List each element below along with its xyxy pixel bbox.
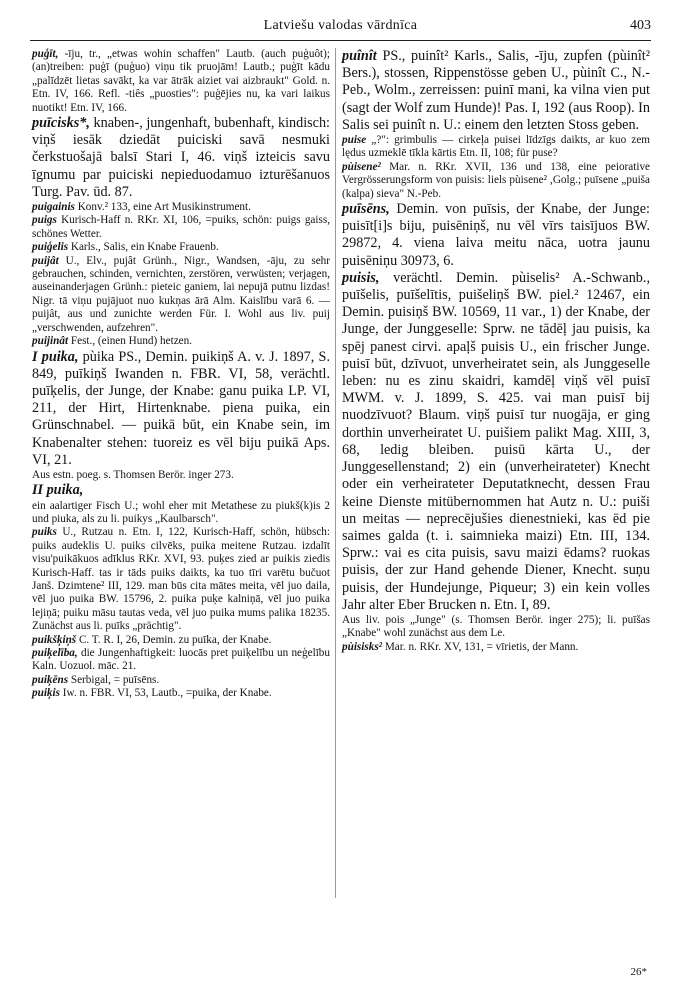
- entry-headword: puisis,: [342, 269, 380, 286]
- entry-headword: puiķēns: [32, 673, 69, 686]
- dictionary-entry: [32, 469, 330, 482]
- entry-definition: pùika PS., Demin. puikiņš A. v. J. 1897, S. 849, puīkiņš Iwanden n. FBR. VI, 58, verächtl. puīķelis, der Junge, der Knabe: ganu puika LP. VI, 211, der Hirt, Hirtenknabe. piena puika, ein Grünschnabel. — puikā būt, ein Knabe sein, im Knabenalter stehen: tuoreiz es vēl biju puikā Aps. VI, 21.: [32, 348, 330, 468]
- entry-headword: puiģelis: [32, 241, 69, 254]
- dictionary-entry: [32, 214, 330, 241]
- dictionary-entry: [32, 201, 330, 214]
- dictionary-entry: [32, 482, 330, 499]
- entry-definition: Kurisch-Haff n. RKr. XI, 106, =puiks, schön: puigs gaiss, schönes Wetter.: [32, 214, 330, 240]
- entry-definition: Serbigal, = puīsēns.: [68, 673, 160, 686]
- entry-definition: ein aalartiger Fisch U.; wohl eher mit Metathese zu piukš(k)is 2 und piuka, als zu li. puikys „Kaulbarsch".: [32, 499, 330, 525]
- dictionary-entry: [32, 634, 330, 647]
- entry-headword: pùisene²: [342, 160, 381, 173]
- entry-definition: Fest., (einen Hund) hetzen.: [68, 335, 193, 348]
- entry-definition: „?": grimbulis — cirkeļa puisei līdzīgs daikts, ar kuo zem lędus uzmeklē tīkla kārtis Etn. II, 108; für puse?: [342, 134, 650, 160]
- entry-definition: Aus liv. pois „Junge" (s. Thomsen Berör. inger 275); li. puīšas „Knabe" wohl zunächst aus dem Le.: [342, 613, 650, 640]
- entry-headword: puînît: [342, 48, 377, 64]
- dictionary-entry: [342, 161, 650, 201]
- entry-definition: U., Rutzau n. Etn. I, 122, Kurisch-Haff, schön, hübsch: puiks audeklis U. puiks cilvēks, puika meitene Rutzau. izdalīt visu'puikākuos adīklus RKr. XVI, 93. puķes zied ar puikis ziedis Kurisch-Haff. tas ir tāds puiks daikts, ka tuo tīri varētu bučuot Janš. Dzimtene² III, 129. man būs cita mātes meita, vēl juo daila, vēl juo puika BW. 15796, 2. puika puķe kalniņā, vēl juo puika lejiņā; puiku māsu tautas veda, vēl juo puika mums palika 18235. Zunächst aus li. puīks „prächtig".: [32, 526, 330, 633]
- entry-headword: puīcisks*,: [32, 115, 90, 132]
- entry-definition: Mar. n. RKr. XVII, 136 und 138, eine peiorative Vergrösserungsform von puisis: liels pùisene² ,Golg.; puīsene „puiša (kalpa) sieva" N.-Peb.: [342, 160, 650, 200]
- entry-headword: puigainis: [32, 201, 75, 214]
- entry-definition: PS., puinît² Karls., Salis, -īju, zupfen (pùinît² Bers.), stossen, Rippenstösse geben U., pùinît C., N.-Peb., Wolm., zerreissen: puinī mani, ka vilna vien put (sagt der Wolf zum Hunde)! Pas. I, 192 (aus Roop). In Salis sei puinît n. U.: einem den letzten Stoss geben.: [342, 48, 650, 133]
- dictionary-entry: [32, 674, 330, 687]
- left-column: [32, 48, 330, 701]
- entry-definition: Mar. n. RKr. XV, 131, = vīrietis, der Mann.: [382, 640, 579, 653]
- entry-headword: II puika,: [32, 482, 84, 499]
- entry-headword: puise: [342, 134, 367, 147]
- right-column: [342, 48, 650, 654]
- entry-headword: puiks: [32, 526, 57, 539]
- column-divider: [335, 48, 336, 898]
- dictionary-entry: [342, 614, 650, 641]
- entry-definition: Karls., Salis, ein Knabe Frauenb.: [68, 241, 219, 254]
- dictionary-entry: [32, 115, 330, 201]
- entry-definition: knaben-, jungenhaft, bubenhaft, kindisch: viņš iesāk dziedāt puiciski savā nesmuki čerkstuošajā balsī Stari I, 46. viņš izteicis savu īgnumu par puiciski nepieduodamuo izturēšanuos Turg. Pav. ūd. 87.: [32, 115, 330, 200]
- entry-definition: C. T. R. I, 26, Demin. zu puīka, der Knabe.: [76, 633, 272, 646]
- entry-definition: Demin. von puīsis, der Knabe, der Junge: puisīt[i]s biju, puisēniņš, nu vēl vīrs taisījuos BW. 29872, 4. viena laiva meitu nāca, uotra jaunu puisēniņu 30973, 6.: [342, 201, 650, 269]
- dictionary-entry: [32, 647, 330, 674]
- dictionary-entry: [32, 687, 330, 700]
- dictionary-entry: [342, 270, 650, 614]
- dictionary-entry: [342, 641, 650, 654]
- entry-definition: Aus estn. poeg. s. Thomsen Berör. inger 273.: [32, 468, 234, 481]
- entry-definition: U., Elv., pujât Grünh., Nigr., Wandsen, -āju, zu sehr gebrauchen, schinden, vernichten, zerstören, verwüsten; verjagen, auseinanderjagen Grünh.: pieteic ganiem, lai nepujā putnu lizdas! Nigr. tā viņu pujājuot nuo kukņas ārā Alm. Kaislību varā 6. — puijât, aus und zunichte werden Für. I. Wohl aus liv. puij „verschwenden, aufzehren".: [32, 254, 330, 334]
- dictionary-entry: [32, 526, 330, 633]
- dictionary-entry: [342, 134, 650, 161]
- page-number: 403: [630, 18, 651, 33]
- entry-headword: puīsēns,: [342, 201, 390, 218]
- dictionary-entry: [32, 48, 330, 115]
- entry-headword: puigs: [32, 214, 57, 227]
- entry-headword: puiķis: [32, 687, 60, 700]
- dictionary-entry: [32, 241, 330, 254]
- entry-headword: puikšķiņš: [32, 633, 77, 646]
- entry-headword: I puika,: [32, 348, 79, 365]
- page-header: [30, 16, 651, 41]
- printer-signature: 26*: [630, 966, 647, 978]
- entry-headword: puģīt,: [32, 48, 59, 60]
- dictionary-entry: [32, 255, 330, 335]
- dictionary-entry: [32, 500, 330, 527]
- entry-headword: puijât: [32, 254, 59, 267]
- entry-headword: puijinât: [32, 335, 69, 348]
- dictionary-entry: [32, 349, 330, 469]
- entry-definition: verächtl. Demin. pùiselis² A.-Schwanb., puīšelis, puīšelītis, puišeliņš BW. piel.² 12467, ein Demin. puisiņš BW. 10569, 11 var., 1) der Knabe, der Junge, der Junggeselle: Sprw. ne tādēļ jau puisis, ka spēj panest cirvi. apaļš puisis U., ein frischer Junge. puisī būt, dzīvuot, unverheiratet sein, als Junggeselle leben: nu es zinu skaidri, kamdēļ viņš vēl puisī MWM. v. J. 1899, S. 425. vai man puisī bij nuodzīvuot? Blaum. viņš puisī tur nuogāja, er ging dorthin unverheiratet U. puišiem palikt Mag. XIII, 3, 68, ledig bleiben. puisū kārta U., der Junggesellenstand; 2) ein (unverheirateter) Knecht oder ein verheirateter Deputatknecht, dessen Frau keine Dienste mitübernommen hat Autz n. U.: puiši un meitas — neprecējušies dienestnieki, kas ēd pie saimes galda (t. i. saimnieka maizi) Etn. III, 134. Sprw.: vai es cita puisis, savu maizi ēdams? ruokas puisis, der zur Hand gehende Diener, Knecht. suņu puisis, der Hundejunge, Piqueur; 3) ein kein volles Jahr alter Eber Brucken n. Etn. I, 89.: [342, 269, 650, 613]
- entry-definition: die Jungenhaftigkeit: luocās pret puiķelību un neģelību Kaln. Uozuol. māc. 21.: [32, 647, 330, 673]
- entry-definition: Iw. n. FBR. VI, 53, Lautb., =puika, der Knabe.: [59, 687, 272, 700]
- dictionary-entry: [342, 48, 650, 134]
- dictionary-entry: [32, 335, 330, 348]
- entry-headword: puiķelība,: [32, 647, 78, 660]
- entry-definition: Konv.² 133, eine Art Musikinstrument.: [74, 201, 251, 214]
- dictionary-entry: [342, 201, 650, 270]
- entry-headword: pùisisks²: [342, 640, 383, 653]
- running-title: Latviešu valodas vārdnīca: [263, 18, 418, 33]
- entry-definition: -īju, tr., „etwas wohin schaffen" Lautb. (auch puģuôt); (an)treiben: puģī (puģuo) viņu tik pruojām! Lautb.; puģīt kādu „palīdzēt lietas savākt, ka var ātrāk aiziet vai aizbraukt" Gold. n. Etn. IV, 166. Refl. -tiês „puosties": puģējies nu, ka vari laikus nuotikt! Etn. IV, 166.: [32, 48, 330, 114]
